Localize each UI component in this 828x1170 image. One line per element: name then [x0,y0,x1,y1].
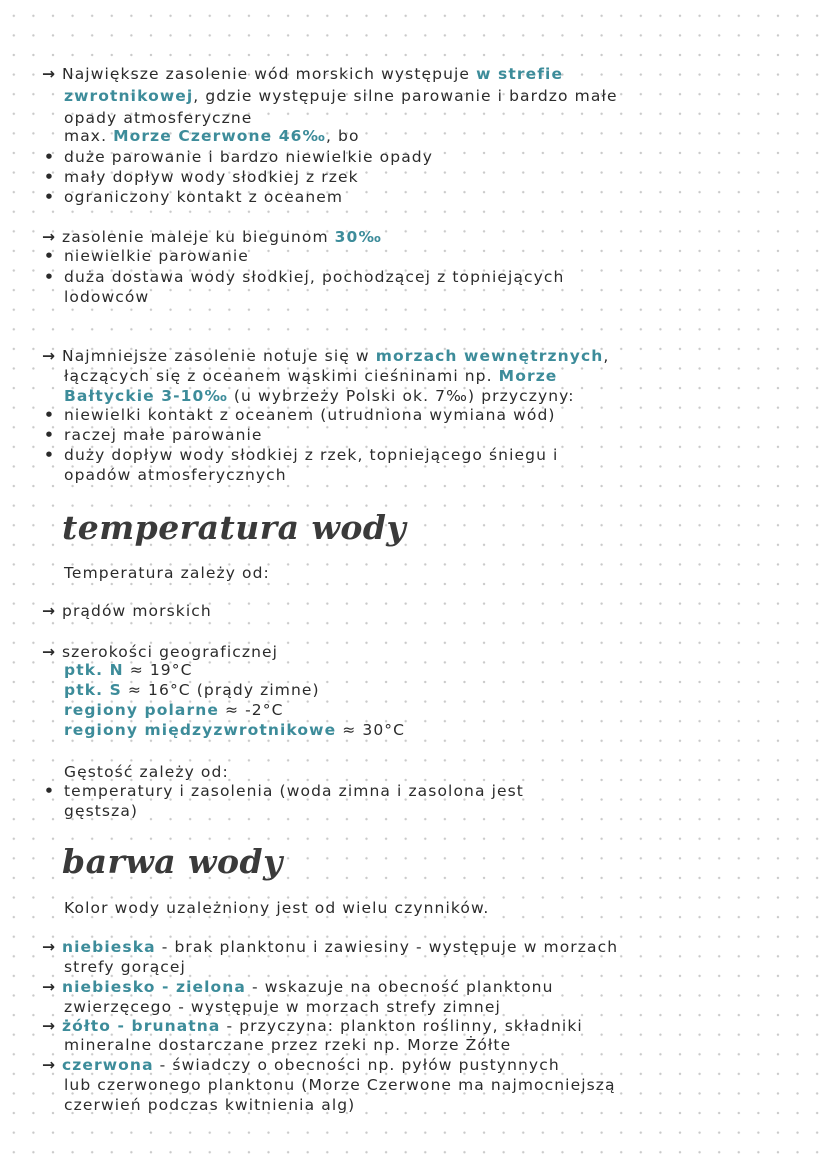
highlight: Morze Czerwone 46‰ [113,127,326,145]
bullet-item [44,147,433,167]
bullet-icon: • [44,247,56,265]
text-line [64,366,557,386]
row-label: ptk. S [64,681,122,699]
text-line: opady atmosferyczne [64,109,253,127]
row-value: ≈ -2°C [225,701,284,719]
text: mały dopływ wody słodkiej z rzek [64,168,359,186]
bullet-icon: • [44,268,56,286]
highlight: Bałtyckie 3-10‰ [64,387,228,405]
arrow-right-icon: → [42,65,57,83]
text: Największe zasolenie wód morskich występuje [62,65,471,83]
arrow-right-icon: → [42,938,57,956]
text: - brak planktonu i zawiesiny - występuje w morzach [161,938,619,956]
row-label: ptk. N [64,661,124,679]
bullet-icon: • [44,446,56,464]
color-label: niebiesko - zielona [62,978,246,996]
text-line: opadów atmosferycznych [64,466,287,484]
text-line: zwierzęcego - występuje w morzach strefy zimnej [64,998,501,1016]
salinity-decrease-line [42,227,382,247]
text: prądów morskich [62,602,212,620]
text-line: gęstsza) [64,802,139,820]
arrow-right-icon: → [42,602,57,620]
text: (u wybrzeży Polski ok. 7‰) przyczyny: [233,387,575,405]
temp-row [64,700,284,720]
bullet-item [44,405,556,425]
bullet-icon: • [44,168,56,186]
highlight: 30‰ [334,228,382,246]
row-value: ≈ 30°C [342,721,406,739]
bullet-item [44,246,249,266]
text: duże parowanie i bardzo niewielkie opady [64,148,434,166]
bullet-item [44,425,263,445]
text: , bo [325,127,360,145]
text-line: lub czerwonego planktonu (Morze Czerwone ma najmocniejszą [64,1076,616,1094]
text-line [64,386,575,406]
text-line: Temperatura zależy od: [64,564,270,582]
arrow-right-icon: → [42,347,57,365]
bullet-icon: • [44,426,56,444]
text-line: Kolor wody uzależniony jest od wielu czynników. [64,899,490,917]
salinity-min-line [42,346,609,366]
arrow-item [42,601,212,621]
text: - przyczyna: plankton roślinny, składniki [226,1017,583,1035]
color-item [42,937,618,957]
highlight: zwrotnikowej [64,87,194,105]
text: - świadczy o obecności np. pyłów pustynnych [159,1056,560,1074]
temp-row [64,680,320,700]
temp-row [64,660,193,680]
text-line [64,126,360,146]
bullet-item [44,781,524,801]
text: ograniczony kontakt z oceanem [64,188,344,206]
highlight: Morze [498,367,558,385]
arrow-right-icon: → [42,1056,57,1074]
text: niewielkie parowanie [64,247,249,265]
color-item [42,1016,583,1036]
color-item [42,1055,560,1075]
color-label: niebieska [62,938,156,956]
bullet-icon: • [44,782,56,800]
text-line: Gęstość zależy od: [64,763,229,781]
highlight: morzach wewnętrznych [375,347,604,365]
row-value: ≈ 19°C [129,661,193,679]
bullet-item [44,267,564,287]
text: , [603,347,610,365]
arrow-right-icon: → [42,228,57,246]
highlight: w strefie [476,65,564,83]
text-line: lodowców [64,288,150,306]
text: max. [64,127,108,145]
text: raczej małe parowanie [64,426,263,444]
text: szerokości geograficznej [62,643,279,661]
text: łączących się z oceanem wąskimi cieśninami np. [64,367,493,385]
heading-temperature: temperatura wody [62,508,407,547]
bullet-icon: • [44,148,56,166]
text-line: czerwień podczas kwitnienia alg) [64,1096,356,1114]
color-item [42,977,554,997]
text-line: strefy gorącej [64,958,186,976]
bullet-icon: • [44,188,56,206]
text-line: mineralne dostarczane przez rzeki np. Morze Żółte [64,1036,512,1054]
text-line [64,86,618,106]
text: Najmniejsze zasolenie notuje się w [62,347,370,365]
text: niewielki kontakt z oceanem (utrudniona wymiana wód) [64,406,556,424]
bullet-item [44,187,343,207]
row-value: ≈ 16°C (prądy zimne) [127,681,320,699]
bullet-item [44,445,558,465]
bullet-icon: • [44,406,56,424]
temp-row [64,720,405,740]
text: duża dostawa wody słodkiej, pochodzącej z topniejących [64,268,565,286]
heading-color: barwa wody [62,842,283,881]
text: temperatury i zasolenia (woda zimna i zasolona jest [64,782,524,800]
row-label: regiony międzyzwrotnikowe [64,721,337,739]
arrow-right-icon: → [42,978,57,996]
arrow-right-icon: → [42,1017,57,1035]
color-label: żółto - brunatna [62,1017,221,1035]
arrow-item [42,642,278,662]
text: - wskazuje na obecność planktonu [252,978,554,996]
color-label: czerwona [62,1056,154,1074]
text: , gdzie występuje silne parowanie i bardzo małe [193,87,618,105]
salinity-max-line [42,64,563,84]
row-label: regiony polarne [64,701,219,719]
arrow-right-icon: → [42,643,57,661]
text: duży dopływ wody słodkiej z rzek, topniejącego śniegu i [64,446,559,464]
bullet-item [44,167,359,187]
text: zasolenie maleje ku biegunom [62,228,329,246]
